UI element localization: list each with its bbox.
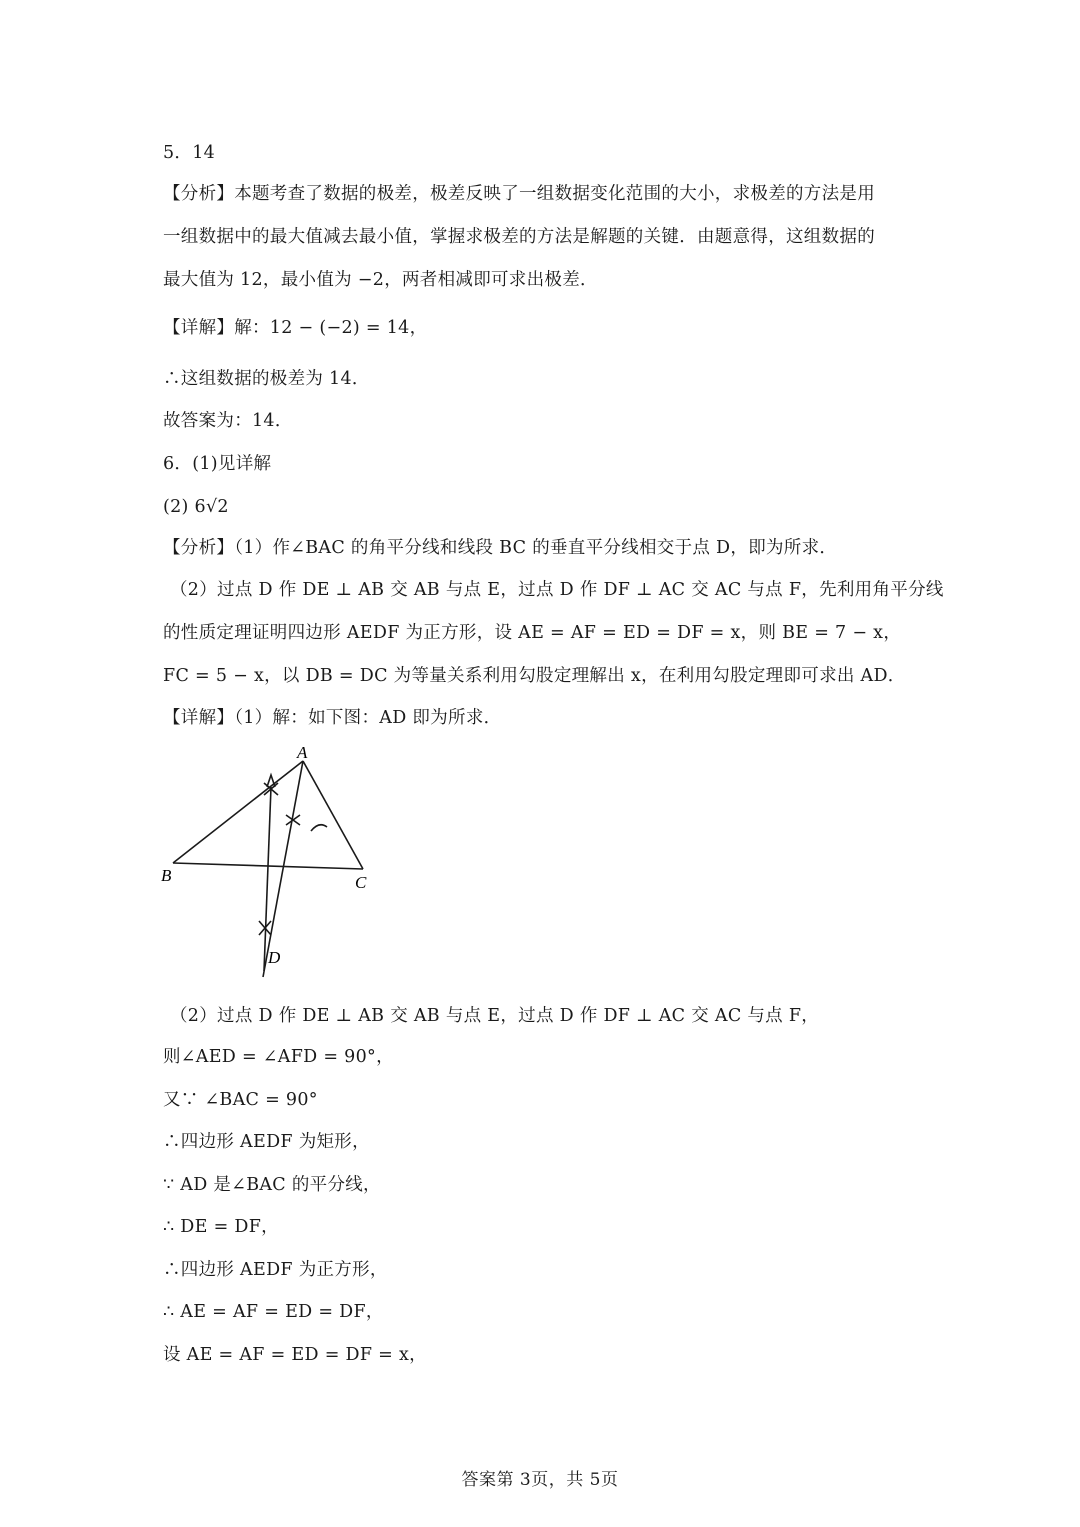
q6-step-7: ∴四边形 AEDF 为正方形， [163,1260,388,1280]
label-c: C [355,873,367,892]
q6-step-3: 又∵ ∠BAC = 90° [163,1090,318,1110]
q6-step-8: ∴ AE = AF = ED = DF， [163,1302,384,1322]
label-d: D [268,948,281,967]
q6-step-9: 设 AE = AF = ED = DF = x， [163,1345,427,1365]
side-ac [303,761,363,869]
q5-detail-line-2: ∴这组数据的极差为 14． [163,369,370,389]
q5-detail-line-1: 【详解】解：12 − (−2) = 14， [163,318,428,338]
triangle-construction-figure [155,745,395,985]
q6-analysis-line-3: 的性质定理证明四边形 AEDF 为正方形，设 AE = AF = ED = DF = x，则 BE = 7 − x， [163,623,902,643]
q6-step-2: 则∠AED = ∠AFD = 90°， [163,1047,394,1067]
arc-mark-ac [311,825,327,831]
page-footer: 答案第 3页，共 5页 [461,1470,619,1490]
q6-step-4: ∴四边形 AEDF 为矩形， [163,1132,370,1152]
q5-analysis-line-2: 一组数据中的最大值减去最小值，掌握求极差的方法是解题的关键．由题意得，这组数据的 [163,227,875,247]
q6-step-5: ∵ AD 是∠BAC 的平分线， [163,1175,381,1195]
label-a: A [297,745,308,762]
side-ab [173,761,303,863]
q6-analysis-line-4: FC = 5 − x，以 DB = DC 为等量关系利用勾股定理解出 x，在利用勾股定理即可求出 AD． [163,666,906,686]
q6-analysis-line-2: （2）过点 D 作 DE ⊥ AB 交 AB 与点 E，过点 D 作 DF ⊥ AC 交 AC 与点 F，先利用角平分线 [170,580,944,600]
q6-detail-line-1: 【详解】（1）解：如下图：AD 即为所求． [163,708,502,728]
q5-detail-line-3: 故答案为：14． [163,411,293,431]
q5-analysis-line-1: 【分析】本题考查了数据的极差，极差反映了一组数据变化范围的大小，求极差的方法是用 [163,184,875,204]
q6-step-1: （2）过点 D 作 DE ⊥ AB 交 AB 与点 E，过点 D 作 DF ⊥ AC 交 AC 与点 F， [170,1006,820,1026]
q6-answer-2: (2) 6√2 [163,497,229,517]
q6-answer-1: 6．(1)见详解 [163,454,272,474]
label-b: B [161,866,172,885]
q5-analysis-line-3: 最大值为 12，最小值为 −2，两者相减即可求出极差． [163,270,598,290]
angle-bisector-ad [263,761,303,977]
q6-step-6: ∴ DE = DF， [163,1217,279,1237]
q6-analysis-line-1: 【分析】（1）作∠BAC 的角平分线和线段 BC 的垂直平分线相交于点 D，即为所求． [163,538,838,558]
q5-answer: 5．14 [163,143,216,163]
